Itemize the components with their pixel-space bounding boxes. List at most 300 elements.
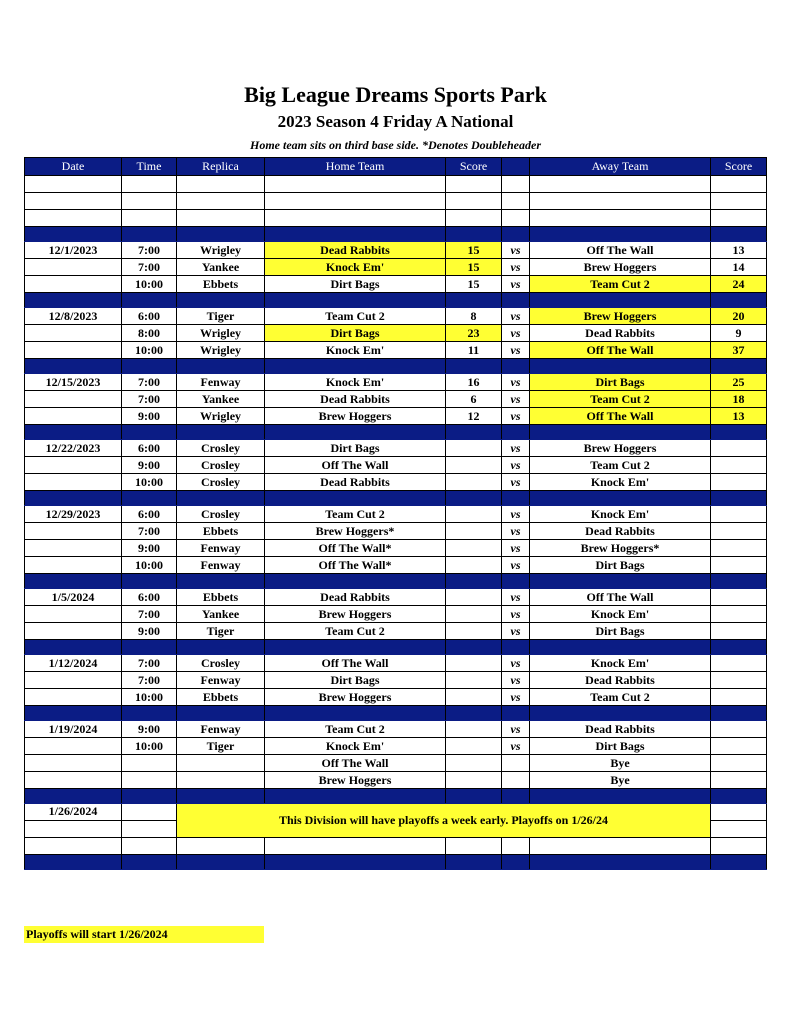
blank-row xyxy=(25,193,767,210)
separator-cell xyxy=(122,855,177,870)
vs-label xyxy=(502,772,530,789)
vs-label: vs xyxy=(502,689,530,706)
game-replica: Wrigley xyxy=(177,408,265,425)
separator-cell xyxy=(711,640,767,655)
away-team: Dead Rabbits xyxy=(530,523,711,540)
separator-cell xyxy=(530,359,711,374)
week-separator xyxy=(25,359,767,374)
game-row xyxy=(25,408,767,425)
game-date xyxy=(25,474,122,491)
game-replica: Crosley xyxy=(177,655,265,672)
vs-label: vs xyxy=(502,721,530,738)
schedule-note: Home team sits on third base side. *Denotes Doubleheader xyxy=(250,138,541,152)
separator-cell xyxy=(122,227,177,242)
home-team: Off The Wall xyxy=(265,655,446,672)
game-date: 12/29/2023 xyxy=(25,506,122,523)
game-replica xyxy=(177,772,265,789)
home-team: Team Cut 2 xyxy=(265,308,446,325)
away-score xyxy=(711,755,767,772)
away-team: Bye xyxy=(530,755,711,772)
home-score xyxy=(446,474,502,491)
col-replica: Replica xyxy=(177,158,265,176)
blank-row xyxy=(25,176,767,193)
home-score xyxy=(446,440,502,457)
separator-cell xyxy=(122,640,177,655)
playoff-message: This Division will have playoffs a week early. Playoffs on 1/26/24 xyxy=(177,804,711,838)
schedule-body xyxy=(25,176,767,870)
home-score xyxy=(446,606,502,623)
game-date: 1/5/2024 xyxy=(25,589,122,606)
separator-cell xyxy=(265,789,446,804)
blank-cell xyxy=(25,210,122,227)
away-score xyxy=(711,540,767,557)
game-time: 9:00 xyxy=(122,457,177,474)
game-row xyxy=(25,672,767,689)
game-date xyxy=(25,342,122,359)
game-replica: Tiger xyxy=(177,738,265,755)
separator-cell xyxy=(446,227,502,242)
separator-cell xyxy=(502,789,530,804)
game-replica: Wrigley xyxy=(177,242,265,259)
away-score xyxy=(711,589,767,606)
game-time: 8:00 xyxy=(122,325,177,342)
vs-label: vs xyxy=(502,606,530,623)
game-date xyxy=(25,259,122,276)
game-date xyxy=(25,623,122,640)
away-team: Dead Rabbits xyxy=(530,672,711,689)
home-team: Team Cut 2 xyxy=(265,721,446,738)
vs-label: vs xyxy=(502,557,530,574)
away-team: Off The Wall xyxy=(530,408,711,425)
home-team: Off The Wall xyxy=(265,755,446,772)
away-score: 25 xyxy=(711,374,767,391)
blank-cell xyxy=(25,193,122,210)
home-team: Knock Em' xyxy=(265,342,446,359)
game-replica: Crosley xyxy=(177,457,265,474)
separator-cell xyxy=(530,491,711,506)
home-score xyxy=(446,721,502,738)
blank-cell xyxy=(446,838,502,855)
away-score: 20 xyxy=(711,308,767,325)
vs-label: vs xyxy=(502,474,530,491)
game-row xyxy=(25,606,767,623)
game-replica: Wrigley xyxy=(177,325,265,342)
week-separator xyxy=(25,425,767,440)
separator-cell xyxy=(446,359,502,374)
separator-cell xyxy=(502,491,530,506)
separator-cell xyxy=(446,293,502,308)
vs-label: vs xyxy=(502,623,530,640)
game-row xyxy=(25,721,767,738)
vs-label: vs xyxy=(502,374,530,391)
week-separator xyxy=(25,789,767,804)
home-score xyxy=(446,672,502,689)
away-score xyxy=(711,506,767,523)
game-time: 9:00 xyxy=(122,721,177,738)
separator-cell xyxy=(25,574,122,589)
vs-label: vs xyxy=(502,325,530,342)
away-team: Brew Hoggers xyxy=(530,259,711,276)
game-date: 1/19/2024 xyxy=(25,721,122,738)
home-score: 15 xyxy=(446,242,502,259)
away-team: Team Cut 2 xyxy=(530,391,711,408)
separator-cell xyxy=(446,425,502,440)
game-replica: Tiger xyxy=(177,308,265,325)
game-row xyxy=(25,772,767,789)
separator-cell xyxy=(177,227,265,242)
home-team: Dead Rabbits xyxy=(265,242,446,259)
game-replica: Fenway xyxy=(177,672,265,689)
away-team: Dirt Bags xyxy=(530,738,711,755)
blank-cell xyxy=(265,176,446,193)
separator-cell xyxy=(502,425,530,440)
game-time: 9:00 xyxy=(122,540,177,557)
away-team: Knock Em' xyxy=(530,506,711,523)
home-team: Dirt Bags xyxy=(265,440,446,457)
separator-cell xyxy=(265,491,446,506)
home-team: Knock Em' xyxy=(265,374,446,391)
blank-cell xyxy=(711,210,767,227)
separator-cell xyxy=(265,425,446,440)
game-date xyxy=(25,408,122,425)
blank-cell xyxy=(122,176,177,193)
game-date: 1/12/2024 xyxy=(25,655,122,672)
game-replica: Yankee xyxy=(177,259,265,276)
separator-cell xyxy=(25,227,122,242)
separator-cell xyxy=(177,789,265,804)
game-replica: Ebbets xyxy=(177,589,265,606)
separator-cell xyxy=(177,855,265,870)
separator-cell xyxy=(446,855,502,870)
away-score: 14 xyxy=(711,259,767,276)
blank-cell xyxy=(177,176,265,193)
separator-cell xyxy=(25,640,122,655)
separator-cell xyxy=(25,359,122,374)
blank-cell xyxy=(25,176,122,193)
game-row xyxy=(25,506,767,523)
game-date xyxy=(25,772,122,789)
game-time: 7:00 xyxy=(122,523,177,540)
game-time: 7:00 xyxy=(122,259,177,276)
separator-cell xyxy=(711,789,767,804)
week-separator xyxy=(25,491,767,506)
vs-label: vs xyxy=(502,738,530,755)
game-date: 12/8/2023 xyxy=(25,308,122,325)
game-date xyxy=(25,540,122,557)
away-score: 37 xyxy=(711,342,767,359)
game-row xyxy=(25,242,767,259)
game-replica: Fenway xyxy=(177,374,265,391)
blank-cell xyxy=(711,804,767,821)
separator-cell xyxy=(265,359,446,374)
away-score xyxy=(711,721,767,738)
away-team: Knock Em' xyxy=(530,606,711,623)
game-time: 10:00 xyxy=(122,342,177,359)
separator-cell xyxy=(711,706,767,721)
away-team: Knock Em' xyxy=(530,474,711,491)
away-score xyxy=(711,689,767,706)
week-separator xyxy=(25,640,767,655)
game-replica: Wrigley xyxy=(177,342,265,359)
game-time: 7:00 xyxy=(122,391,177,408)
away-score xyxy=(711,440,767,457)
game-date xyxy=(25,276,122,293)
game-time: 10:00 xyxy=(122,474,177,491)
game-time xyxy=(122,755,177,772)
blank-cell xyxy=(530,193,711,210)
vs-label: vs xyxy=(502,408,530,425)
game-date xyxy=(25,672,122,689)
game-replica: Fenway xyxy=(177,557,265,574)
away-team: Bye xyxy=(530,772,711,789)
game-time: 9:00 xyxy=(122,623,177,640)
separator-cell xyxy=(711,491,767,506)
blank-cell xyxy=(25,821,122,838)
vs-label: vs xyxy=(502,276,530,293)
separator-cell xyxy=(502,855,530,870)
separator-cell xyxy=(122,359,177,374)
separator-cell xyxy=(711,574,767,589)
home-team: Knock Em' xyxy=(265,259,446,276)
home-team: Brew Hoggers xyxy=(265,408,446,425)
playoffs-footer-note: Playoffs will start 1/26/2024 xyxy=(24,926,264,943)
game-replica: Yankee xyxy=(177,606,265,623)
home-team: Knock Em' xyxy=(265,738,446,755)
blank-cell xyxy=(446,210,502,227)
away-team: Dirt Bags xyxy=(530,623,711,640)
game-row xyxy=(25,589,767,606)
game-date xyxy=(25,325,122,342)
vs-label: vs xyxy=(502,457,530,474)
blank-cell xyxy=(177,838,265,855)
separator-cell xyxy=(502,227,530,242)
separator-cell xyxy=(265,855,446,870)
home-team: Dead Rabbits xyxy=(265,391,446,408)
home-score xyxy=(446,557,502,574)
separator-cell xyxy=(446,640,502,655)
game-time xyxy=(122,772,177,789)
blank-cell xyxy=(177,193,265,210)
blank-cell xyxy=(502,193,530,210)
week-separator xyxy=(25,855,767,870)
away-team: Team Cut 2 xyxy=(530,457,711,474)
home-score xyxy=(446,623,502,640)
game-time: 7:00 xyxy=(122,374,177,391)
game-time: 10:00 xyxy=(122,689,177,706)
separator-cell xyxy=(265,574,446,589)
game-row xyxy=(25,325,767,342)
away-team: Knock Em' xyxy=(530,655,711,672)
game-time: 7:00 xyxy=(122,606,177,623)
game-time: 6:00 xyxy=(122,308,177,325)
separator-cell xyxy=(25,293,122,308)
home-score xyxy=(446,589,502,606)
separator-cell xyxy=(502,640,530,655)
separator-cell xyxy=(122,425,177,440)
week-separator xyxy=(25,293,767,308)
separator-cell xyxy=(711,855,767,870)
game-time: 9:00 xyxy=(122,408,177,425)
blank-cell xyxy=(711,176,767,193)
separator-cell xyxy=(177,359,265,374)
vs-label: vs xyxy=(502,242,530,259)
game-row xyxy=(25,523,767,540)
blank-cell xyxy=(265,210,446,227)
separator-cell xyxy=(711,293,767,308)
game-time: 7:00 xyxy=(122,655,177,672)
separator-cell xyxy=(502,293,530,308)
separator-cell xyxy=(446,491,502,506)
game-row xyxy=(25,738,767,755)
game-row xyxy=(25,474,767,491)
home-team: Off The Wall* xyxy=(265,557,446,574)
blank-cell xyxy=(711,193,767,210)
game-time: 10:00 xyxy=(122,557,177,574)
home-score xyxy=(446,738,502,755)
separator-cell xyxy=(502,574,530,589)
away-score: 9 xyxy=(711,325,767,342)
vs-label: vs xyxy=(502,672,530,689)
game-replica: Crosley xyxy=(177,474,265,491)
vs-label: vs xyxy=(502,523,530,540)
away-score xyxy=(711,655,767,672)
home-score xyxy=(446,506,502,523)
home-team: Dirt Bags xyxy=(265,276,446,293)
away-score: 13 xyxy=(711,242,767,259)
vs-label: vs xyxy=(502,259,530,276)
home-team: Dirt Bags xyxy=(265,325,446,342)
away-team: Dirt Bags xyxy=(530,374,711,391)
home-score: 15 xyxy=(446,276,502,293)
home-team: Dead Rabbits xyxy=(265,474,446,491)
blank-cell xyxy=(265,838,446,855)
home-score xyxy=(446,755,502,772)
away-team: Brew Hoggers* xyxy=(530,540,711,557)
separator-cell xyxy=(530,855,711,870)
header-row xyxy=(25,158,767,176)
game-row xyxy=(25,259,767,276)
home-team: Brew Hoggers xyxy=(265,606,446,623)
game-date xyxy=(25,457,122,474)
blank-cell xyxy=(446,193,502,210)
away-team: Team Cut 2 xyxy=(530,276,711,293)
separator-cell xyxy=(711,227,767,242)
blank-cell xyxy=(530,210,711,227)
separator-cell xyxy=(265,227,446,242)
away-score: 24 xyxy=(711,276,767,293)
away-team: Dirt Bags xyxy=(530,557,711,574)
home-team: Brew Hoggers* xyxy=(265,523,446,540)
game-time: 6:00 xyxy=(122,506,177,523)
vs-label: vs xyxy=(502,540,530,557)
separator-cell xyxy=(265,293,446,308)
game-replica: Tiger xyxy=(177,623,265,640)
game-row xyxy=(25,623,767,640)
separator-cell xyxy=(530,789,711,804)
blank-cell xyxy=(502,838,530,855)
home-team: Team Cut 2 xyxy=(265,623,446,640)
game-row xyxy=(25,557,767,574)
game-row xyxy=(25,440,767,457)
home-score: 12 xyxy=(446,408,502,425)
game-row xyxy=(25,308,767,325)
blank-cell xyxy=(25,838,122,855)
separator-cell xyxy=(177,425,265,440)
home-team: Off The Wall xyxy=(265,457,446,474)
separator-cell xyxy=(502,706,530,721)
separator-cell xyxy=(446,706,502,721)
away-score: 18 xyxy=(711,391,767,408)
game-row xyxy=(25,276,767,293)
col-date: Date xyxy=(25,158,122,176)
away-score xyxy=(711,474,767,491)
blank-row xyxy=(25,838,767,855)
blank-cell xyxy=(530,838,711,855)
separator-cell xyxy=(25,789,122,804)
blank-cell xyxy=(122,210,177,227)
separator-cell xyxy=(530,227,711,242)
col-away-team: Away Team xyxy=(530,158,711,176)
away-team: Brew Hoggers xyxy=(530,440,711,457)
game-date xyxy=(25,523,122,540)
blank-row xyxy=(25,210,767,227)
home-score xyxy=(446,689,502,706)
vs-label: vs xyxy=(502,655,530,672)
away-team: Off The Wall xyxy=(530,589,711,606)
away-score xyxy=(711,772,767,789)
separator-cell xyxy=(25,855,122,870)
separator-cell xyxy=(530,293,711,308)
blank-cell xyxy=(530,176,711,193)
blank-cell xyxy=(502,176,530,193)
game-replica: Yankee xyxy=(177,391,265,408)
vs-label: vs xyxy=(502,589,530,606)
home-team: Off The Wall* xyxy=(265,540,446,557)
home-score: 23 xyxy=(446,325,502,342)
schedule-table xyxy=(24,157,767,870)
col-away-score: Score xyxy=(711,158,767,176)
home-score xyxy=(446,540,502,557)
game-replica: Crosley xyxy=(177,440,265,457)
vs-label: vs xyxy=(502,342,530,359)
game-time: 6:00 xyxy=(122,440,177,457)
game-row xyxy=(25,391,767,408)
blank-cell xyxy=(122,804,177,821)
home-team: Brew Hoggers xyxy=(265,772,446,789)
home-team: Team Cut 2 xyxy=(265,506,446,523)
home-score: 11 xyxy=(446,342,502,359)
page-title: Big League Dreams Sports Park xyxy=(244,82,547,107)
vs-label xyxy=(502,755,530,772)
away-team: Dead Rabbits xyxy=(530,325,711,342)
blank-cell xyxy=(265,193,446,210)
game-replica: Crosley xyxy=(177,506,265,523)
home-score: 16 xyxy=(446,374,502,391)
game-row xyxy=(25,755,767,772)
game-replica xyxy=(177,755,265,772)
game-replica: Fenway xyxy=(177,721,265,738)
separator-cell xyxy=(502,359,530,374)
home-score xyxy=(446,655,502,672)
playoff-date: 1/26/2024 xyxy=(25,804,122,821)
away-score: 13 xyxy=(711,408,767,425)
game-date: 12/1/2023 xyxy=(25,242,122,259)
away-score xyxy=(711,557,767,574)
game-date xyxy=(25,689,122,706)
game-replica: Ebbets xyxy=(177,523,265,540)
blank-cell xyxy=(446,176,502,193)
away-score xyxy=(711,457,767,474)
